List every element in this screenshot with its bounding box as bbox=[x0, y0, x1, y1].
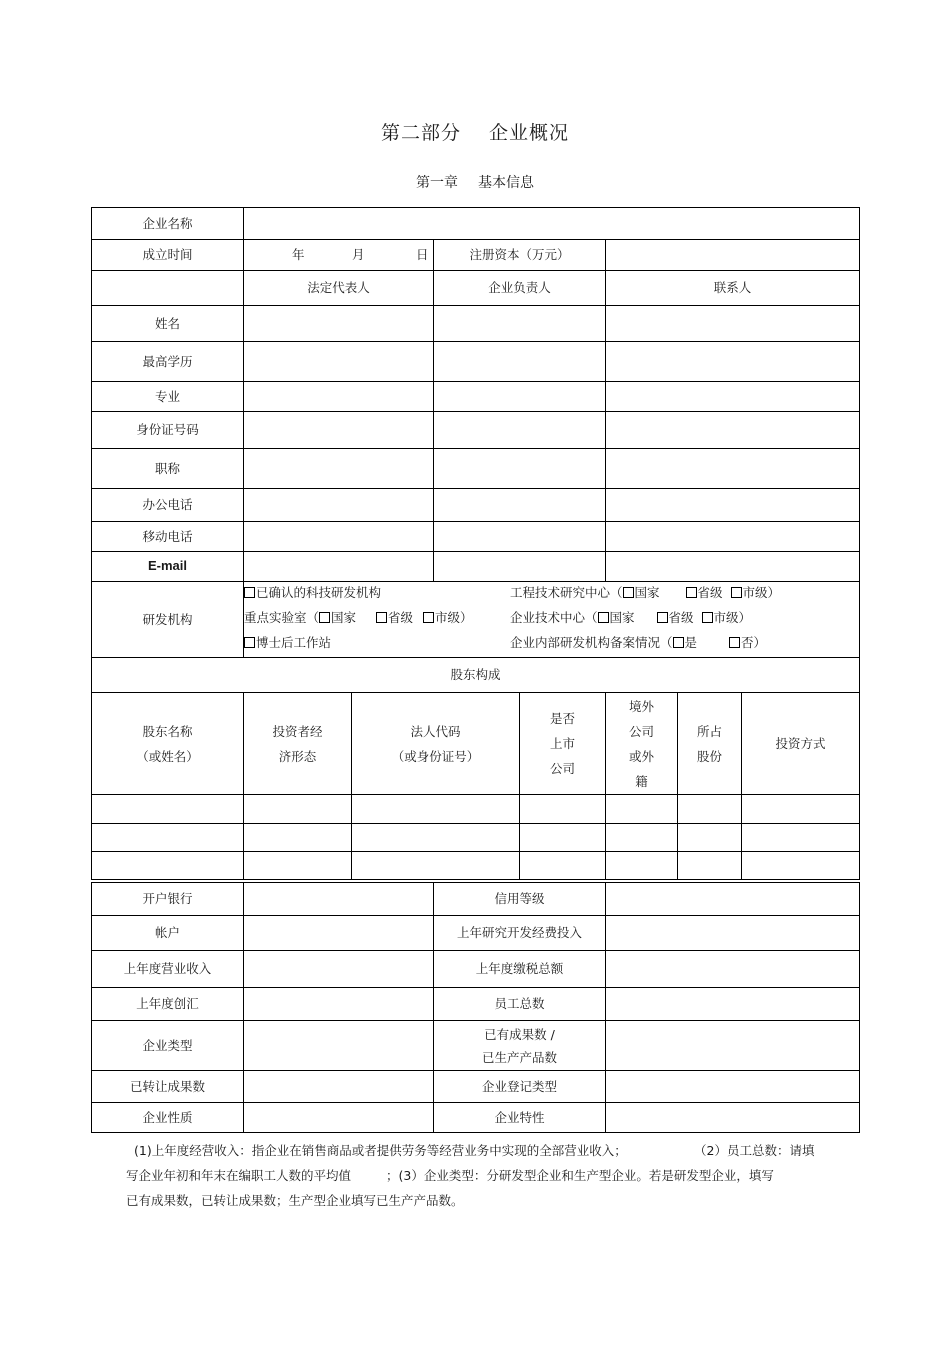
footnotes bbox=[126, 1138, 826, 1213]
checkbox-icon[interactable] bbox=[731, 587, 742, 598]
sh-col-econ-form: 投资者经 济形态 bbox=[244, 693, 352, 795]
fx-label: 上年度创汇 bbox=[92, 988, 244, 1021]
fx-field[interactable] bbox=[244, 988, 434, 1021]
manager-education[interactable] bbox=[434, 342, 606, 382]
office-phone-label: 办公电话 bbox=[92, 489, 244, 522]
legal-rep-title[interactable] bbox=[244, 449, 434, 489]
manager-header: 企业负责人 bbox=[434, 271, 606, 306]
checkbox-icon[interactable] bbox=[598, 612, 609, 623]
note-2: （2）员工总数：请填 bbox=[694, 1143, 815, 1158]
note-2-cont: 写企业年初和年末在编职工人数的平均值 bbox=[126, 1168, 352, 1183]
employees-label: 员工总数 bbox=[434, 988, 606, 1021]
contact-header: 联系人 bbox=[606, 271, 860, 306]
revenue-field[interactable] bbox=[244, 951, 434, 988]
person-header-blank bbox=[92, 271, 244, 306]
account-label: 帐户 bbox=[92, 916, 244, 951]
title-part: 第二部分 bbox=[380, 122, 461, 144]
checkbox-icon[interactable] bbox=[319, 612, 330, 623]
rd-option-postdoc[interactable]: 博士后工作站 bbox=[244, 635, 331, 651]
finance-table bbox=[91, 882, 860, 1133]
contact-id[interactable] bbox=[606, 412, 860, 449]
legal-rep-major[interactable] bbox=[244, 382, 434, 412]
rd-option-enterprise-center: 企业技术中心（ 国家 省级 市级） bbox=[510, 610, 752, 625]
checkbox-icon[interactable] bbox=[244, 637, 255, 648]
rd-option-key-lab: 重点实验室（ 国家 省级 市级） bbox=[244, 610, 473, 625]
contact-office-phone[interactable] bbox=[606, 489, 860, 522]
checkbox-icon[interactable] bbox=[376, 612, 387, 623]
sh-col-foreign: 境外 公司 或外 籍 bbox=[606, 693, 678, 795]
table-row bbox=[92, 852, 860, 880]
date-day: 日 bbox=[416, 247, 429, 263]
rd-option-filing: 企业内部研发机构备案情况（ 是 否） bbox=[510, 635, 767, 650]
results-field[interactable] bbox=[606, 1021, 860, 1071]
note-1: (1)上年度经营收入：指企业在销售商品或者提供劳务等经营业务中实现的全部营业收入； bbox=[134, 1143, 627, 1158]
tax-label: 上年度缴税总额 bbox=[434, 951, 606, 988]
legal-rep-id[interactable] bbox=[244, 412, 434, 449]
legal-rep-education[interactable] bbox=[244, 342, 434, 382]
note-3-cont: 已有成果数，已转让成果数；生产型企业填写已生产产品数。 bbox=[126, 1193, 464, 1208]
mobile-phone-label: 移动电话 bbox=[92, 522, 244, 552]
note-3: ；(3）企业类型：分研发型企业和生产型企业。若是研发型企业，填写 bbox=[386, 1168, 774, 1183]
registered-capital-field[interactable] bbox=[606, 240, 860, 271]
sh-col-name: 股东名称 （或姓名） bbox=[92, 693, 244, 795]
rd-label: 研发机构 bbox=[92, 582, 244, 658]
contact-title[interactable] bbox=[606, 449, 860, 489]
major-label: 专业 bbox=[92, 382, 244, 412]
title-name: 企业概况 bbox=[489, 122, 570, 144]
revenue-label: 上年度营业收入 bbox=[92, 951, 244, 988]
nature-field[interactable] bbox=[244, 1103, 434, 1133]
id-number-label: 身份证号码 bbox=[92, 412, 244, 449]
registered-capital-label: 注册资本（万元） bbox=[434, 240, 606, 271]
manager-id[interactable] bbox=[434, 412, 606, 449]
founded-label: 成立时间 bbox=[92, 240, 244, 271]
sh-col-share: 所占 股份 bbox=[678, 693, 742, 795]
legal-rep-email[interactable] bbox=[244, 552, 434, 582]
contact-email[interactable] bbox=[606, 552, 860, 582]
tax-field[interactable] bbox=[606, 951, 860, 988]
company-type-field[interactable] bbox=[244, 1021, 434, 1071]
rd-invest-label: 上年研究开发经费投入 bbox=[434, 916, 606, 951]
email-label: E-mail bbox=[92, 552, 244, 582]
bank-field[interactable] bbox=[244, 883, 434, 916]
reg-type-label: 企业登记类型 bbox=[434, 1071, 606, 1103]
checkbox-icon[interactable] bbox=[673, 637, 684, 648]
contact-mobile[interactable] bbox=[606, 522, 860, 552]
credit-field[interactable] bbox=[606, 883, 860, 916]
checkbox-icon[interactable] bbox=[729, 637, 740, 648]
shareholders-section-title: 股东构成 bbox=[92, 658, 860, 693]
founded-date-field[interactable] bbox=[244, 240, 434, 271]
employees-field[interactable] bbox=[606, 988, 860, 1021]
feature-label: 企业特性 bbox=[434, 1103, 606, 1133]
manager-major[interactable] bbox=[434, 382, 606, 412]
education-label: 最高学历 bbox=[92, 342, 244, 382]
transferred-field[interactable] bbox=[244, 1071, 434, 1103]
bank-label: 开户银行 bbox=[92, 883, 244, 916]
checkbox-icon[interactable] bbox=[244, 587, 255, 598]
page-title bbox=[0, 118, 950, 145]
sh-col-method: 投资方式 bbox=[742, 693, 860, 795]
chapter-title bbox=[0, 172, 950, 192]
chapter-number: 第一章 bbox=[416, 175, 458, 191]
manager-mobile[interactable] bbox=[434, 522, 606, 552]
legal-rep-name[interactable] bbox=[244, 306, 434, 342]
manager-email[interactable] bbox=[434, 552, 606, 582]
date-year: 年 bbox=[292, 247, 305, 263]
checkbox-icon[interactable] bbox=[623, 587, 634, 598]
manager-name[interactable] bbox=[434, 306, 606, 342]
contact-name[interactable] bbox=[606, 306, 860, 342]
contact-major[interactable] bbox=[606, 382, 860, 412]
manager-title[interactable] bbox=[434, 449, 606, 489]
name-label: 姓名 bbox=[92, 306, 244, 342]
checkbox-icon[interactable] bbox=[423, 612, 434, 623]
feature-field[interactable] bbox=[606, 1103, 860, 1133]
legal-rep-header: 法定代表人 bbox=[244, 271, 434, 306]
rd-invest-field[interactable] bbox=[606, 916, 860, 951]
legal-rep-office-phone[interactable] bbox=[244, 489, 434, 522]
rd-option-engineering: 工程技术研究中心（ 国家 省级 市级） bbox=[510, 585, 781, 600]
sh-col-listed: 是否 上市 公司 bbox=[520, 693, 606, 795]
company-name-field[interactable] bbox=[244, 208, 860, 240]
checkbox-icon[interactable] bbox=[686, 587, 697, 598]
checkbox-icon[interactable] bbox=[657, 612, 668, 623]
results-label: 已有成果数 / 已生产产品数 bbox=[434, 1021, 606, 1071]
basic-info-table bbox=[91, 207, 860, 880]
manager-office-phone[interactable] bbox=[434, 489, 606, 522]
nature-label: 企业性质 bbox=[92, 1103, 244, 1133]
chapter-name: 基本信息 bbox=[478, 175, 534, 191]
account-field[interactable] bbox=[244, 916, 434, 951]
title-label: 职称 bbox=[92, 449, 244, 489]
table-row bbox=[92, 824, 860, 852]
checkbox-icon[interactable] bbox=[702, 612, 713, 623]
contact-education[interactable] bbox=[606, 342, 860, 382]
transferred-label: 已转让成果数 bbox=[92, 1071, 244, 1103]
company-name-label: 企业名称 bbox=[92, 208, 244, 240]
credit-label: 信用等级 bbox=[434, 883, 606, 916]
legal-rep-mobile[interactable] bbox=[244, 522, 434, 552]
date-month: 月 bbox=[352, 247, 365, 263]
rd-option-confirmed[interactable]: 已确认的科技研发机构 bbox=[244, 585, 381, 601]
company-type-label: 企业类型 bbox=[92, 1021, 244, 1071]
table-row bbox=[92, 795, 860, 824]
rd-options bbox=[244, 582, 860, 658]
reg-type-field[interactable] bbox=[606, 1071, 860, 1103]
sh-col-code: 法人代码 （或身份证号） bbox=[352, 693, 520, 795]
